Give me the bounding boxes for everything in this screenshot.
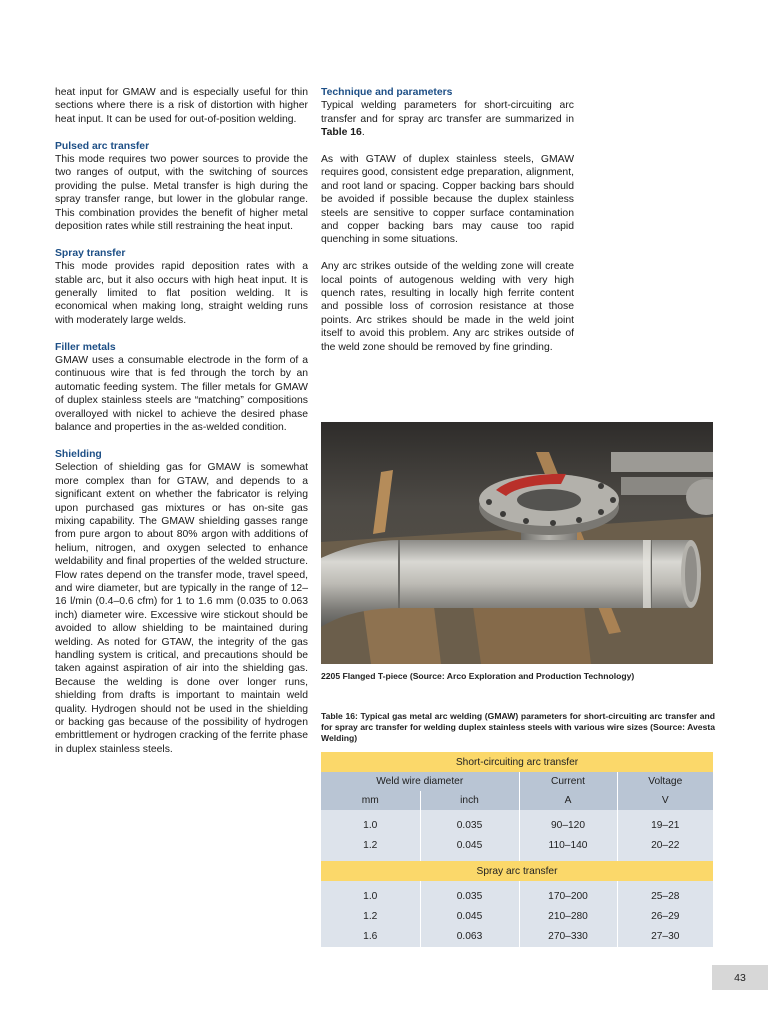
arc-strikes-paragraph: Any arc strikes outside of the welding zone will create local points of autogenous welding with very high quench rates, resulting in locally high ferrite content and possible loss of corrosion resistance at those points. Arc strikes should be made in the weld joint itself to avoid this problem. Any arc strikes outside of the weld zone should be removed by fine grinding.: [321, 261, 574, 353]
figure-caption: 2205 Flanged T-piece (Source: Arco Exploration and Production Technology): [321, 671, 635, 681]
column-header-voltage: Voltage: [617, 772, 713, 791]
table-section-header: [321, 861, 713, 881]
right-column: [321, 86, 574, 354]
table-cell: 1.2: [321, 836, 420, 856]
unit-amps: A: [519, 791, 617, 810]
table-row: [321, 816, 713, 836]
column-header-weld-wire: Weld wire diameter: [321, 772, 519, 791]
table-cell: 1.6: [321, 926, 420, 947]
spray-transfer-paragraph: This mode provides rapid deposition rates with a stable arc, but it also occurs with high heat input. It is generally limited to flat position welding. It is economical when making long, straight welding runs with moderately large welds.: [55, 261, 308, 326]
gtaw-comparison-paragraph: As with GTAW of duplex stainless steels, GMAW requires good, consistent edge preparation, alignment, and root land or spacing. Copper backing bars should be avoided if possible because the duplex stainless steels are sensitive to copper surface contamination and copper backing bars may cause too rapid quenching in some situations.: [321, 154, 574, 246]
table-cell: 0.035: [420, 887, 519, 907]
table-cell: 1.2: [321, 907, 420, 927]
spray-arc-heading: Spray arc transfer: [321, 861, 713, 881]
table-title: Table 16: Typical gas metal arc welding (GMAW) parameters for short-circuiting arc transfer and for spray arc transfer for welding duplex stainless steels with various wire sizes (Source: Avesta Welding): [321, 711, 715, 743]
unit-volts: V: [617, 791, 713, 810]
pulsed-arc-paragraph: This mode requires two power sources to provide the two ranges of output, with the switching of sources providing the pulse. Metal transfer is high during the spray transfer range, but lower in the globular range. This combination provides the benefit of higher metal deposition rates while still restraining the heat input.: [55, 154, 308, 233]
technique-heading: Technique and parameters: [321, 87, 453, 98]
shielding-paragraph: Selection of shielding gas for GMAW is somewhat more complex than for GTAW, and depends to a significant extent on whether the fabricator is relying upon purchased gas mixtures or has on-site gas mixing capability. The GMAW shielding gasses range from pure argon to about 80% argon with additions of helium, nitrogen, and oxygen selected to enhance weldability and final properties of the welded structure. Flow rates depend on the transfer mode, travel speed, and wire diameter, but are typically in the range of 12–16 l/min (0.4–0.6 cfm) for 1 to 1.6 mm (0.035 to 0.063 inch) diameter wire. Excessive wire stickout should be avoided to allow shielding to be maintained during welding. As noted for GTAW, the integrity of the gas handling system is critical, and precautions should be taken against aspiration of air into the shielding gas. Because the welding is done over longer runs, shielding from drafts is important to maintain weld quality. Hydrogen should not be used in the shielding or backing gas because of the possibility of hydrogen embrittlement or hydrogen cracking of the ferrite phase in duplex stainless steels.: [55, 462, 308, 755]
table-cell: 0.045: [420, 836, 519, 856]
table-cell: 170–200: [519, 887, 617, 907]
left-column: [55, 86, 308, 756]
shielding-heading: Shielding: [55, 448, 102, 460]
table-cell: 110–140: [519, 836, 617, 856]
pulsed-arc-heading: Pulsed arc transfer: [55, 140, 150, 152]
filler-metals-heading: Filler metals: [55, 341, 116, 353]
table-cell: 27–30: [617, 926, 713, 947]
table-row: [321, 887, 713, 907]
table-cell: 0.035: [420, 816, 519, 836]
table-row: [321, 926, 713, 947]
spray-transfer-heading: Spray transfer: [55, 247, 126, 259]
unit-inch: inch: [420, 791, 519, 810]
table-column-headers: [321, 772, 713, 791]
table-cell: 270–330: [519, 926, 617, 947]
welding-parameters-table: [321, 752, 713, 947]
table-cell: 1.0: [321, 816, 420, 836]
short-circuiting-heading: Short-circuiting arc transfer: [321, 752, 713, 772]
table-cell: 0.063: [420, 926, 519, 947]
table-cell: 25–28: [617, 887, 713, 907]
intro-paragraph: heat input for GMAW and is especially useful for thin sections where there is a risk of distortion with higher heat input. It can be used for out-of-position welding.: [55, 87, 308, 125]
table-cell: 1.0: [321, 887, 420, 907]
table-cell: 20–22: [617, 836, 713, 856]
page-number: [712, 965, 768, 990]
table-section-header: [321, 752, 713, 772]
table-unit-headers: [321, 791, 713, 810]
table-16-reference[interactable]: Table 16: [321, 127, 362, 139]
technique-paragraph: [321, 99, 574, 139]
table-cell: 19–21: [617, 816, 713, 836]
page-number-label: 43: [734, 971, 746, 984]
photo-illustration: [321, 422, 713, 664]
table-row: [321, 836, 713, 856]
flanged-t-piece-photo: [321, 422, 713, 664]
table-cell: 0.045: [420, 907, 519, 927]
unit-mm: mm: [321, 791, 420, 810]
filler-metals-paragraph: GMAW uses a consumable electrode in the form of a continuous wire that is fed through the torch by an automatic feeding system. The filler metals for GMAW of duplex stainless steels are “matching” compositions overalloyed with nickel to achieve the desired phase balance and properties in the as-welded condition.: [55, 355, 308, 434]
technique-text: Typical welding parameters for short-circuiting arc transfer and for spray arc transfer are summarized in: [321, 100, 574, 125]
table-cell: 90–120: [519, 816, 617, 836]
table-row: [321, 907, 713, 927]
table-cell: 210–280: [519, 907, 617, 927]
table-cell: 26–29: [617, 907, 713, 927]
column-header-current: Current: [519, 772, 617, 791]
technique-text-end: .: [361, 127, 365, 139]
